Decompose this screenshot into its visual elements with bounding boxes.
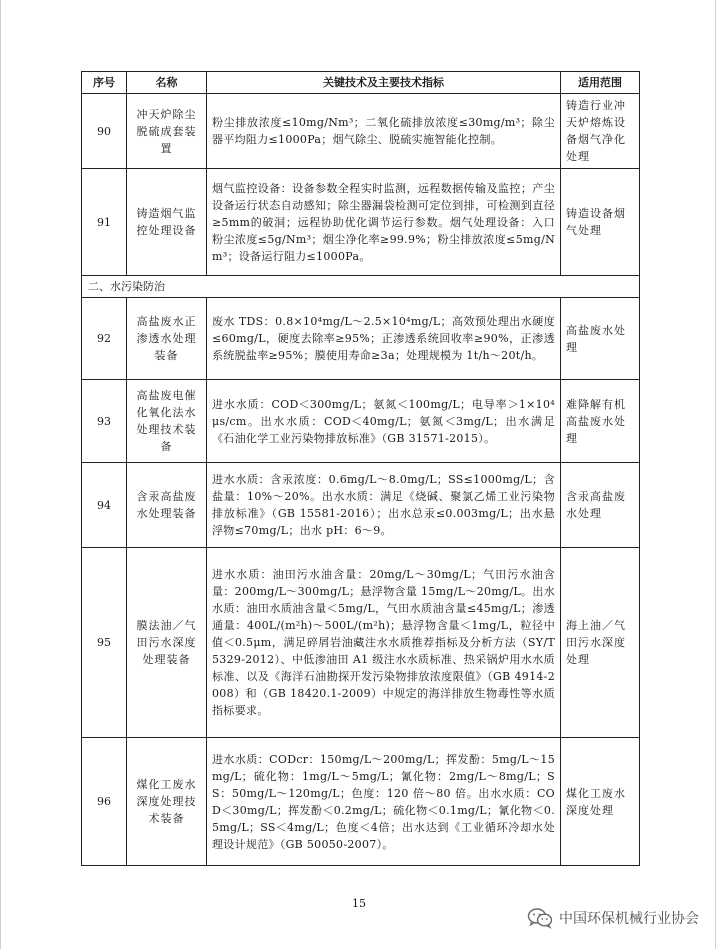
row-scope: 高盐废水处理 xyxy=(561,298,640,380)
section-row xyxy=(82,276,640,298)
row-no: 93 xyxy=(82,380,127,463)
row-name: 铸造烟气监控处理设备 xyxy=(127,169,207,276)
row-spec: 进水水质：CODcr：150mg/L～200mg/L；挥发酚：5mg/L～15 mg/L；硫化物：1mg/L～5mg/L；氰化物：2mg/L～8mg/L；SS：50mg/L～120mg/L；色度：120 倍～80 倍。出水水质：COD＜30mg/L；挥发酚＜0.2mg/L；硫化物＜0.1mg/L；氰化物＜0.5mg/L；SS＜4mg/L；色度＜4倍；出水达到《工业循环冷却水处理设计规范》（GB 50050-2007）。 xyxy=(207,738,561,866)
header-spec: 关键技术及主要技术指标 xyxy=(207,72,561,94)
header-scope: 适用范围 xyxy=(561,72,640,94)
row-scope: 铸造设备烟气处理 xyxy=(561,169,640,276)
table-row xyxy=(82,94,640,169)
row-name: 膜法油／气田污水深度处理装备 xyxy=(127,548,207,738)
technology-table xyxy=(81,71,640,866)
row-name: 冲天炉除尘脱硫成套装置 xyxy=(127,94,207,169)
table-row xyxy=(82,738,640,866)
row-no: 95 xyxy=(82,548,127,738)
row-spec: 进水水质：含汞浓度：0.6mg/L～8.0mg/L；SS≤1000mg/L；含盐量：10%～20%。出水水质：满足《烧碱、聚氯乙烯工业污染物排放标准》（GB 15581-2016）；出水总汞≤0.003mg/L；出水悬浮物≤70mg/L；出水 pH：6～9。 xyxy=(207,463,561,548)
row-no: 92 xyxy=(82,298,127,380)
row-spec: 粉尘排放浓度≤10mg/Nm³；二氧化硫排放浓度≤30mg/m³；除尘器平均阻力≤1000Pa；烟气除尘、脱硫实施智能化控制。 xyxy=(207,94,561,169)
row-no: 96 xyxy=(82,738,127,866)
row-spec: 烟气监控设备：设备参数全程实时监测，远程数据传输及监控；产尘设备运行状态自动感知；除尘器漏袋检测可定位到排，可检测到直径≥5mm的破洞；远程协助优化调节运行参数。烟气处理设备：入口粉尘浓度≤5g/Nm³；烟尘净化率≥99.9%；粉尘排放浓度≤5mg/Nm³；设备运行阻力≤1000Pa。 xyxy=(207,169,561,276)
row-scope: 难降解有机高盐废水处理 xyxy=(561,380,640,463)
table-row xyxy=(82,463,640,548)
row-scope: 海上油／气田污水深度处理 xyxy=(561,548,640,738)
row-scope: 煤化工废水深度处理 xyxy=(561,738,640,866)
section-title: 二、水污染防治 xyxy=(82,276,640,298)
header-name: 名称 xyxy=(127,72,207,94)
row-spec: 进水水质：COD＜300mg/L；氨氮＜100mg/L；电导率＞1×10⁴μs/cm。出水水质：COD＜40mg/L；氨氮＜3mg/L；出水满足《石油化学工业污染物排放标准》（GB 31571-2015）。 xyxy=(207,380,561,463)
header-no: 序号 xyxy=(82,72,127,94)
wechat-icon xyxy=(527,907,553,929)
page-number: 15 xyxy=(352,897,366,910)
table-row xyxy=(82,548,640,738)
row-no: 90 xyxy=(82,94,127,169)
table-row xyxy=(82,298,640,380)
row-no: 94 xyxy=(82,463,127,548)
row-name: 煤化工废水深度处理技术装备 xyxy=(127,738,207,866)
row-spec: 废水 TDS：0.8×10⁴mg/L～2.5×10⁴mg/L；高效预处理出水硬度≤60mg/L，硬度去除率≥95%；正渗透系统回收率≥90%，正渗透系统脱盐率≥95%；膜使用寿命≥3a；处理规模为 1t/h～20t/h。 xyxy=(207,298,561,380)
row-scope: 铸造行业冲天炉熔炼设备烟气净化处理 xyxy=(561,94,640,169)
row-no: 91 xyxy=(82,169,127,276)
watermark-text: 中国环保机械行业协会 xyxy=(559,911,699,927)
row-scope: 含汞高盐废水处理 xyxy=(561,463,640,548)
row-name: 高盐废电催化氧化法水处理技术装备 xyxy=(127,380,207,463)
table-row xyxy=(82,169,640,276)
row-name: 含汞高盐废水处理装备 xyxy=(127,463,207,548)
table-row xyxy=(82,380,640,463)
row-spec: 进水水质：油田污水油含量：20mg/L～30mg/L；气田污水油含量：200mg/L～300mg/L；悬浮物含量 15mg/L～20mg/L。出水水质：油田水质油含量＜5mg/L，气田水质油含量≤45mg/L；渗透通量：400L/(m²h)～500L/(m²h)；悬浮物含量＜1mg/L，粒径中值＜0.5μm，满足碎屑岩油藏注水水质推荐指标及分析方法（SY/T 5329-2012）、中低渗油田 A1 级注水水质标准、热采锅炉用水水质标准、以及《海洋石油勘探开发污染物排放浓度限值》（GB 4914-2008）和（GB 18420.1-2009）中规定的海洋排放生物毒性等水质指标要求。 xyxy=(207,548,561,738)
watermark xyxy=(527,907,699,929)
row-name: 高盐废水正渗透水处理装备 xyxy=(127,298,207,380)
table-header-row xyxy=(82,72,640,94)
